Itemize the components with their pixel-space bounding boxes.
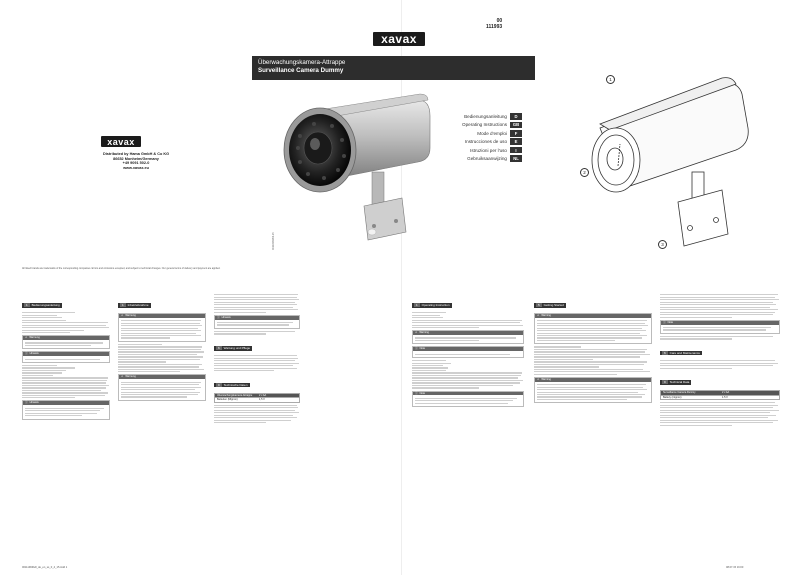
- de-section-heading: 1 Bedienungsanleitung: [22, 303, 62, 308]
- diagram-label-1: 1: [606, 75, 615, 84]
- print-footer-right: 08.07.15 16:00: [726, 566, 744, 569]
- de-section-heading: 6 Wartung und Pflege: [214, 346, 252, 351]
- en-column-3: [660, 293, 780, 427]
- diagram-label-2: 2: [580, 168, 589, 177]
- language-code: I: [510, 147, 522, 154]
- en-column-2: [534, 293, 652, 405]
- en-tech-data-table: Surveillance Camera Dummy 2 x AA Battery (mignon) 1.5 V: [660, 390, 780, 400]
- distributor-info: [103, 152, 169, 170]
- title-de: Überwachungskamera-Attrappe: [258, 59, 346, 66]
- language-code: E: [510, 138, 522, 145]
- en-warning-box: ⚠ Warning: [534, 313, 652, 344]
- de-warning-box: ⚠ Warnung: [22, 335, 110, 349]
- en-warning-box: ⚠ Warning: [412, 330, 524, 344]
- warning-icon: ⚠: [121, 314, 124, 317]
- distributor-line3: +49 9091 502-0: [122, 161, 150, 166]
- de-section-heading: 9 Technische Daten: [214, 383, 250, 388]
- camera-line-drawing: [580, 68, 765, 268]
- en-section-heading: 5 Getting Started: [534, 303, 566, 308]
- de-tech-data-table: Überwachungskamera-Attrappe 2 x AA Batterien (Mignon) 1,5 V: [214, 393, 300, 403]
- de-body-text: [22, 312, 110, 333]
- en-warning-box-2: ⚠ Warning: [534, 377, 652, 403]
- diagram-label-3: 3: [658, 240, 667, 249]
- warning-icon: ⚠: [25, 336, 28, 340]
- warning-icon: ⚠: [537, 314, 540, 317]
- distributor-line2: 86652 Monheim/Germany: [113, 156, 159, 161]
- language-row-i: [404, 147, 522, 154]
- language-row-nl: [404, 155, 522, 162]
- de-column-2: [118, 293, 206, 403]
- warning-icon: ⚠: [537, 377, 540, 381]
- distributor-line4: www.xavax.eu: [123, 165, 149, 170]
- language-code: D: [510, 113, 522, 120]
- en-section-heading: 6 Care and Maintenance: [660, 351, 702, 356]
- language-name: Mode d'emploi: [477, 130, 507, 136]
- info-icon: ⓘ: [217, 315, 220, 319]
- en-note-box: ⓘ Note: [660, 320, 780, 334]
- info-icon: ⓘ: [25, 352, 28, 356]
- de-note-box: ⓘ Hinweis: [22, 351, 110, 363]
- de-note-box-2: ⓘ Hinweis: [22, 400, 110, 419]
- article-number-value: 111993: [486, 24, 503, 30]
- language-code: NL: [510, 155, 522, 162]
- info-icon: ⓘ: [415, 391, 418, 395]
- language-row-gb: [404, 121, 522, 128]
- language-code: GB: [510, 122, 522, 129]
- language-name: Gebruiksaanwijzing: [467, 155, 507, 161]
- language-name: Instrucciones de uso: [464, 139, 507, 145]
- en-section-heading: 9 Technical Data: [660, 380, 691, 385]
- language-name: Operating Instructions: [462, 122, 507, 128]
- warning-icon: ⚠: [121, 375, 124, 379]
- xavax-logo-left: xavax: [101, 136, 141, 147]
- info-icon: ⓘ: [415, 347, 418, 351]
- de-warning-box: ⚠ Warnung: [118, 313, 206, 342]
- en-column-1: [412, 293, 524, 409]
- de-section-heading: 1 Inbetriebnahme: [118, 303, 151, 308]
- title-banner: [252, 56, 535, 80]
- language-row-f: [404, 130, 522, 137]
- article-number: [486, 18, 502, 30]
- de-note-box: ⓘ Hinweis: [214, 315, 300, 329]
- en-note-box: ⓘ Note: [412, 346, 524, 358]
- language-row-de: [404, 113, 522, 120]
- trademark-notice: All listed brands are trademarks of the corresponding companies. Errors and omissions excepted, and subject to technical changes. Our general terms of delivery and payment are applied.: [22, 267, 221, 270]
- de-column-3: [214, 293, 300, 425]
- language-list: [404, 113, 522, 163]
- en-note-box-2: ⓘ Note: [412, 391, 524, 408]
- camera-product-image: [268, 86, 438, 251]
- en-section-heading: 1 Operating Instruction: [412, 303, 452, 308]
- xavax-logo-top: xavax: [373, 32, 425, 46]
- language-name: Istruzioni per l'uso: [470, 147, 507, 153]
- language-code: F: [510, 130, 522, 137]
- title-en: Surveillance Camera Dummy: [258, 67, 344, 74]
- article-code: 00: [496, 18, 503, 24]
- info-icon: ⓘ: [25, 401, 28, 405]
- de-column-1: [22, 293, 110, 422]
- info-icon: ⓘ: [663, 320, 666, 324]
- vertical-print-code: 00111993/04.15: [272, 232, 275, 250]
- de-warning-box-2: ⚠ Warnung: [118, 374, 206, 400]
- language-name: Bedienungsanleitung: [464, 114, 507, 119]
- warning-icon: ⚠: [415, 331, 418, 335]
- language-row-e: [404, 138, 522, 145]
- print-footer-left: 00111993bdl_de_en_ss_0_4_15.indd 1: [22, 566, 68, 569]
- distributor-line1: Distributed by Hama GmbH & Co KG: [103, 152, 170, 156]
